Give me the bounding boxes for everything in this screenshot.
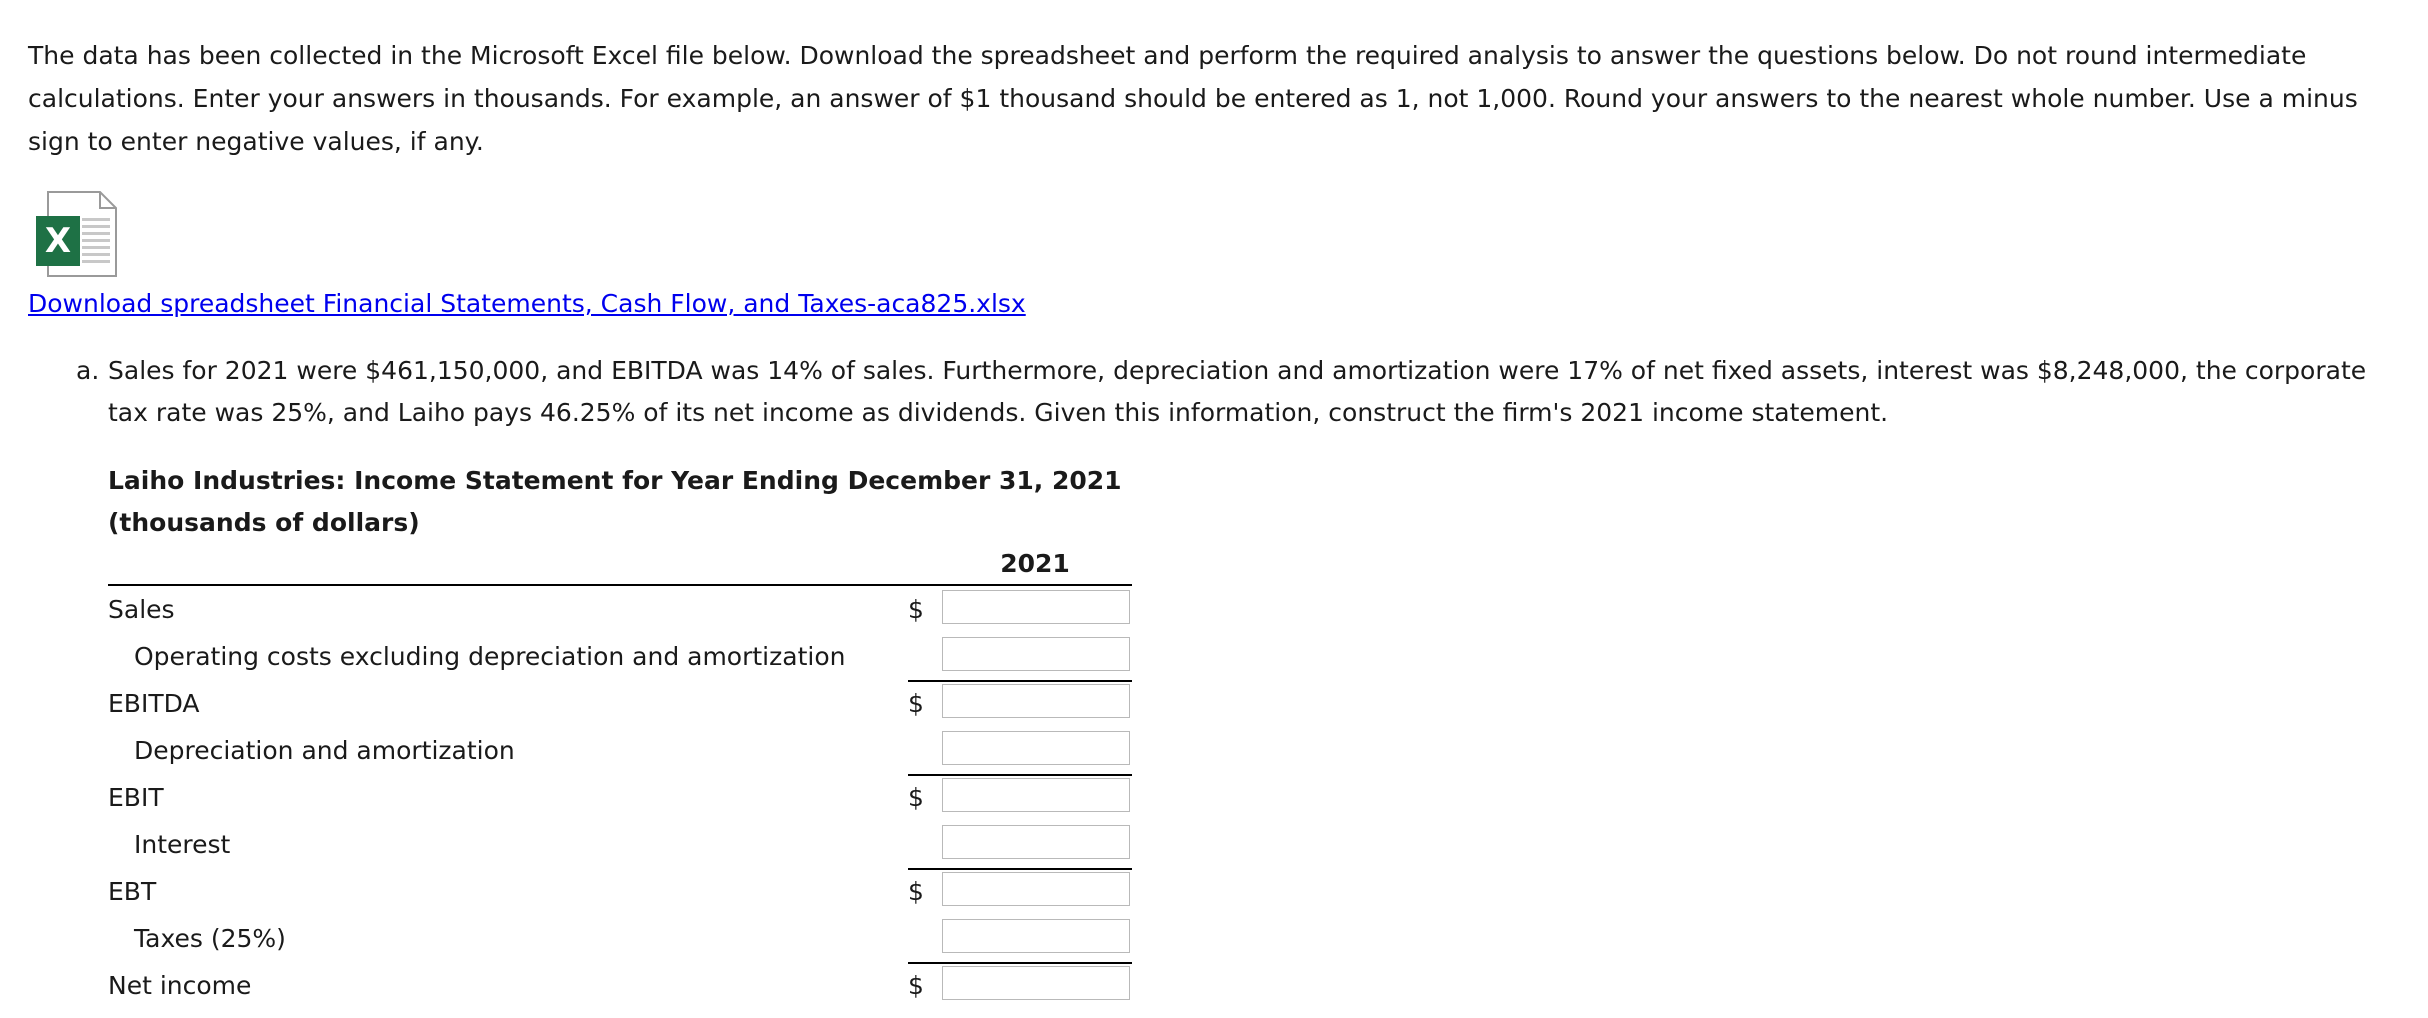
instructions-text: The data has been collected in the Microsoft Excel file below. Download the spreadsheet and perform the required analysis to answer the questions below. Do not round intermediate calculations. Enter your answers in thousands. For example, an answer of $1 thousand should be entered as 1, not 1,000. Round your answers to the nearest whole number. Use a minus sign to enter negative values, if any. <box>28 41 2358 156</box>
row-sales <box>108 586 1132 633</box>
depreciation-input[interactable] <box>942 731 1130 765</box>
statement-title: Laiho Industries: Income Statement for Year Ending December 31, 2021 <box>108 466 1122 495</box>
row-ebitda <box>108 680 1132 727</box>
row-label-taxes: Taxes (25%) <box>134 924 286 953</box>
row-ebt <box>108 868 1132 915</box>
excel-file-icon[interactable] <box>34 190 118 278</box>
statement-subtitle: (thousands of dollars) <box>108 508 420 537</box>
dollar-sign: $ <box>908 783 924 812</box>
row-net-income <box>108 962 1132 1009</box>
dollar-sign: $ <box>908 971 924 1000</box>
operating-costs-input[interactable] <box>942 637 1130 671</box>
sales-input[interactable] <box>942 590 1130 624</box>
row-taxes <box>108 915 1132 962</box>
question-a <box>76 350 2406 434</box>
question-text: Sales for 2021 were $461,150,000, and EBITDA was 14% of sales. Furthermore, depreciation and amortization were 17% of net fixed assets, interest was $8,248,000, the corporate tax rate was 25%, and Laiho pays 46.25% of its net income as dividends. Given this information, construct the firm's 2021 income statement. <box>108 356 2367 427</box>
row-label-net-income: Net income <box>108 971 252 1000</box>
download-spreadsheet-link[interactable]: Download spreadsheet Financial Statements, Cash Flow, and Taxes-aca825.xlsx <box>28 289 1026 318</box>
statement-title-block <box>108 460 1122 544</box>
dollar-sign: $ <box>908 689 924 718</box>
taxes-input[interactable] <box>942 919 1130 953</box>
question-letter: a. <box>76 356 100 385</box>
dollar-sign: $ <box>908 595 924 624</box>
row-operating-costs <box>108 633 1132 680</box>
row-depreciation <box>108 727 1132 774</box>
ebitda-input[interactable] <box>942 684 1130 718</box>
row-label-ebitda: EBITDA <box>108 689 200 718</box>
row-label-ebt: EBT <box>108 877 157 906</box>
row-ebit <box>108 774 1132 821</box>
row-interest <box>108 821 1132 868</box>
ebt-input[interactable] <box>942 872 1130 906</box>
row-label-sales: Sales <box>108 595 175 624</box>
column-header-2021: 2021 <box>1000 549 1070 578</box>
interest-input[interactable] <box>942 825 1130 859</box>
dollar-sign: $ <box>908 877 924 906</box>
row-label-interest: Interest <box>134 830 231 859</box>
net-income-input[interactable] <box>942 966 1130 1000</box>
ebit-input[interactable] <box>942 778 1130 812</box>
excel-icon-letter: X <box>44 221 72 261</box>
row-label-operating-costs: Operating costs excluding depreciation and amortization <box>134 642 846 671</box>
row-label-depreciation: Depreciation and amortization <box>134 736 515 765</box>
row-label-ebit: EBIT <box>108 783 164 812</box>
